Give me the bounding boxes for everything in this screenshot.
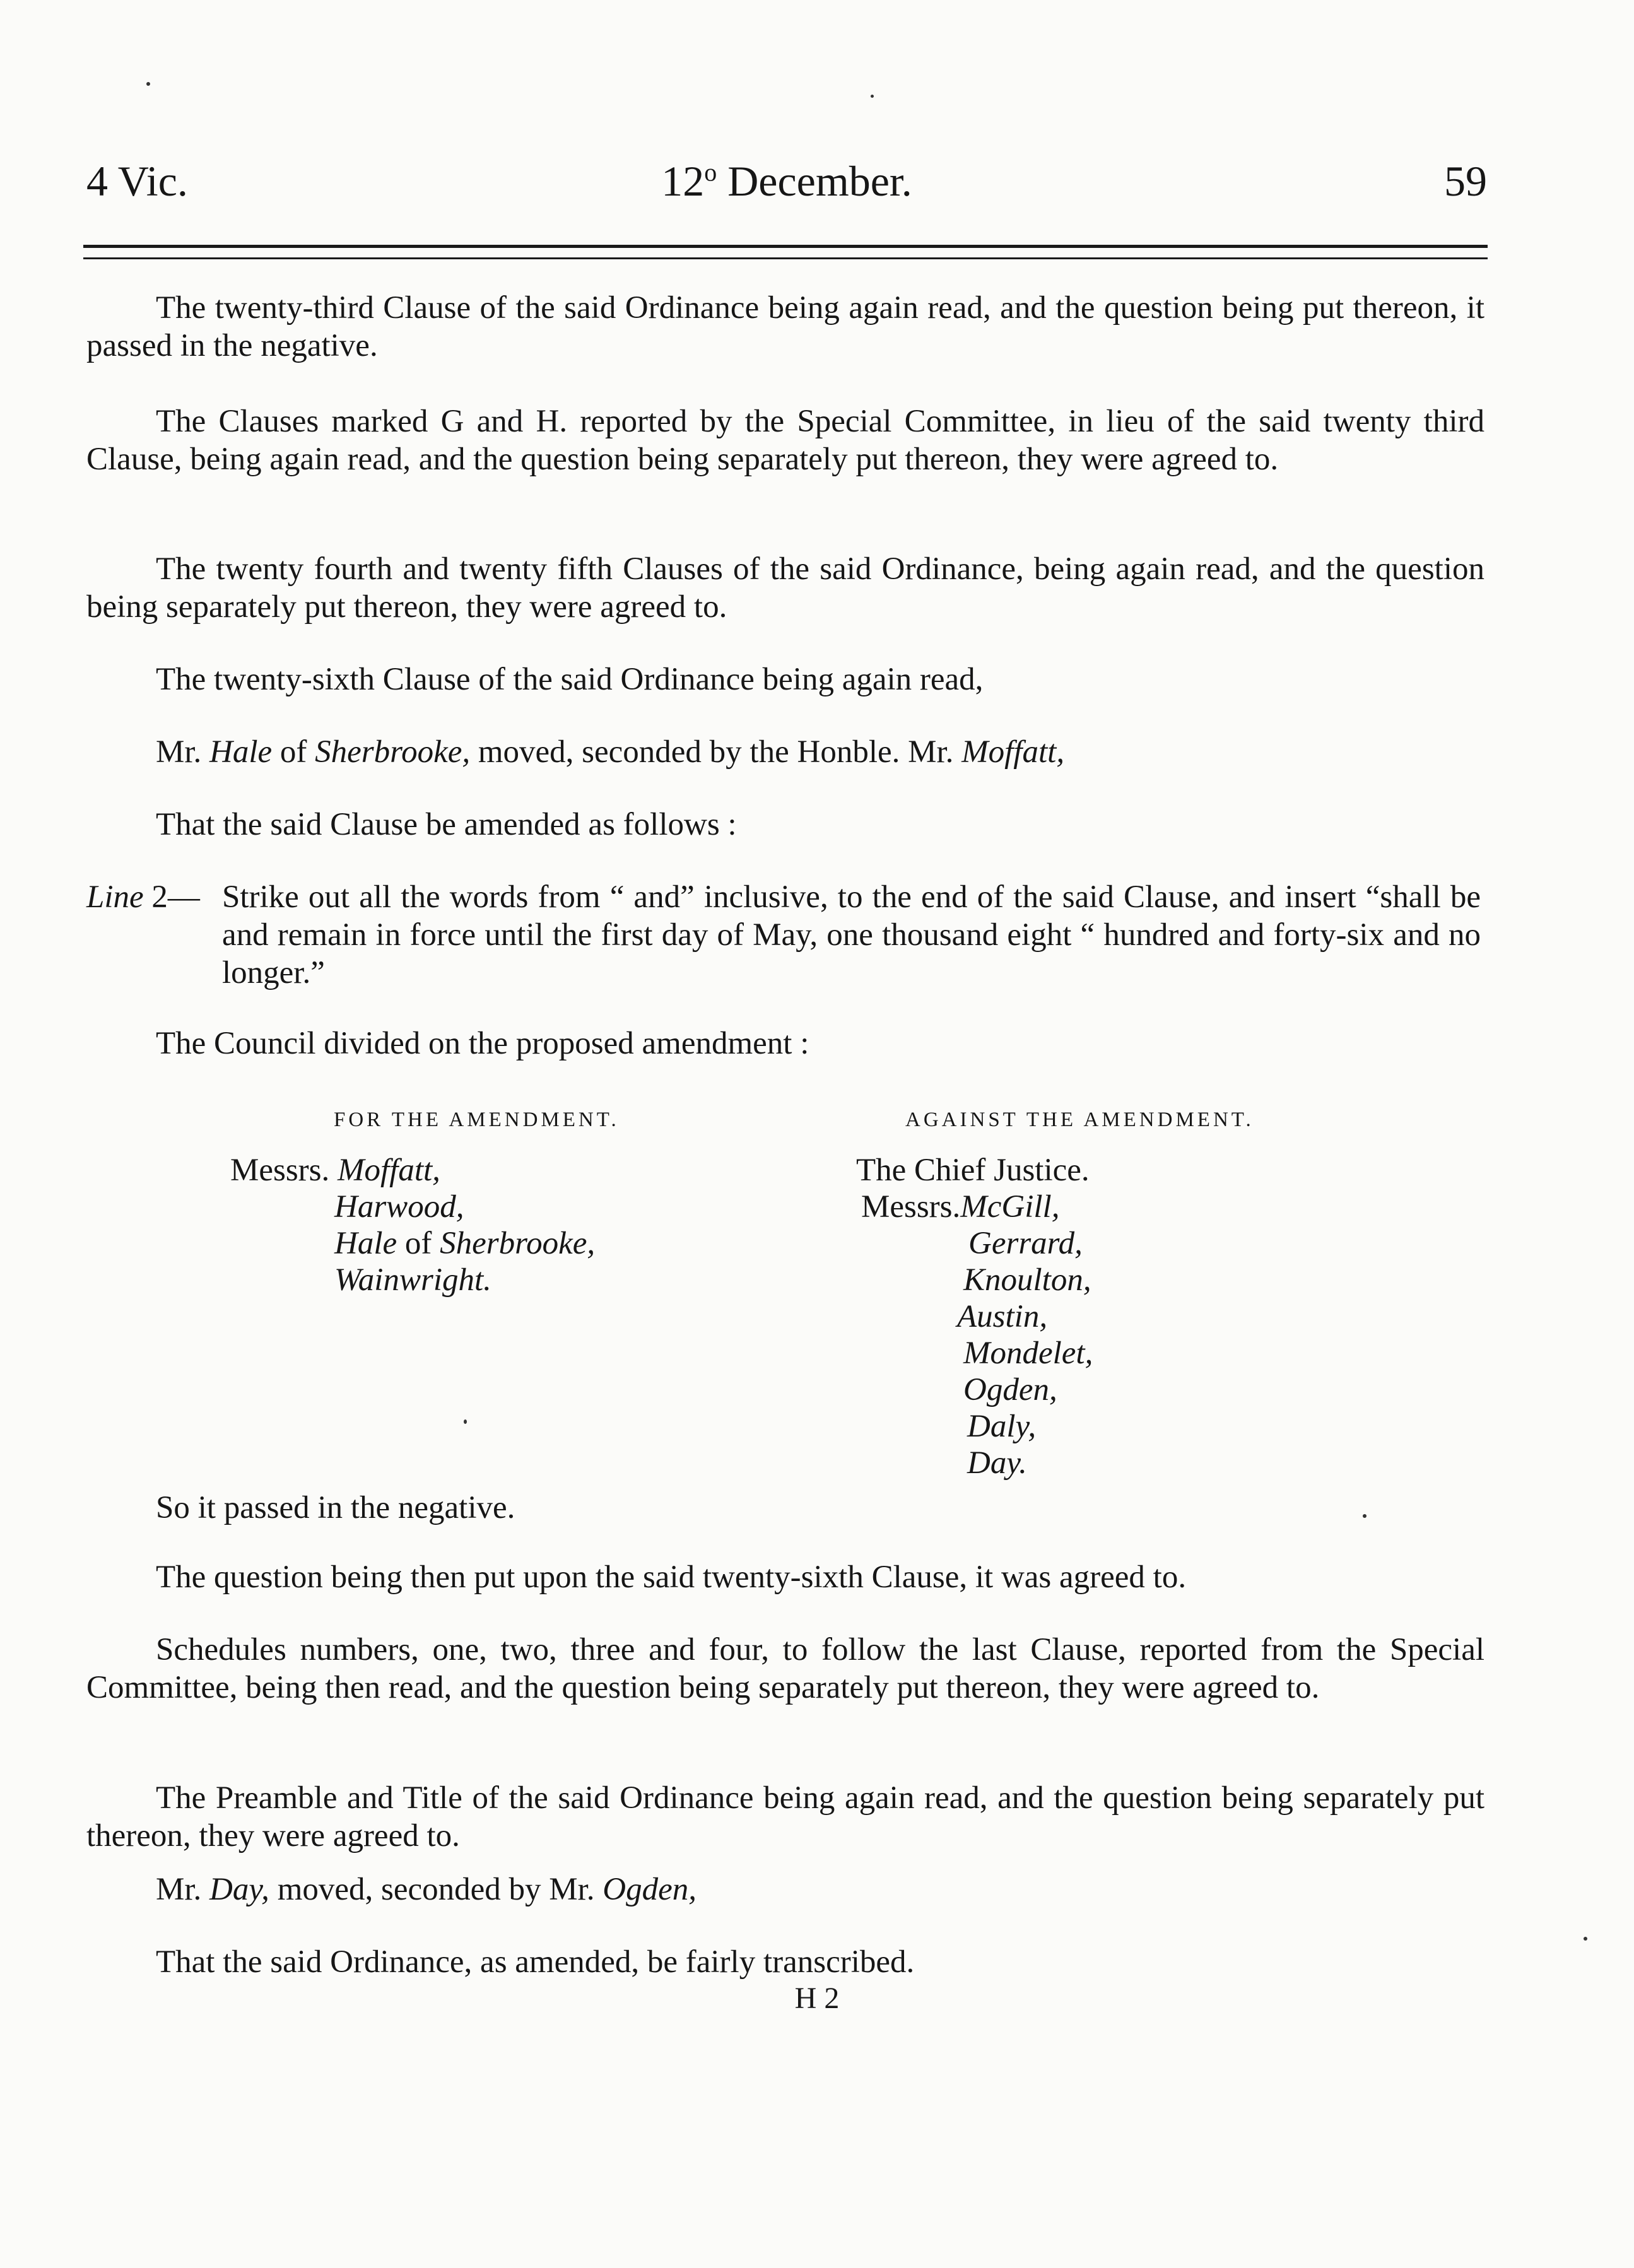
- amendment-line-ref: [86, 878, 200, 916]
- against-vote-row-2: [856, 1189, 1093, 1225]
- transcription-motion: That the said Ordinance, as amended, be fairly transcribed.: [156, 1944, 915, 1980]
- against-vote-row-7: [856, 1372, 1093, 1408]
- page-number: 59: [1444, 157, 1487, 205]
- amendment-line-number: 2—: [151, 879, 200, 915]
- motion-of: of: [279, 734, 307, 770]
- motion-day-mover: Day,: [209, 1872, 269, 1907]
- for-vote-row-2: [230, 1189, 595, 1225]
- amendment-intro: That the said Clause be amended as follows :: [156, 807, 737, 842]
- for-name-hale: Hale: [334, 1226, 397, 1261]
- against-name-ogden: Ogden,: [963, 1372, 1057, 1407]
- paragraph-twenty-third-clause: The twenty-third Clause of the said Ordinance being again read, and the question being put thereon, it passed in the negative.: [86, 290, 1484, 363]
- mover-place: Sherbrooke,: [315, 734, 471, 770]
- paragraph-schedules: Schedules numbers, one, two, three and four, to follow the last Clause, reported from the Special Committee, being then read, and the question being separately put thereon, they were agreed to.: [86, 1632, 1484, 1705]
- against-name-day: Day.: [967, 1445, 1027, 1481]
- against-vote-row-6: [856, 1335, 1093, 1372]
- against-name-daly: Daly,: [967, 1409, 1037, 1444]
- scan-speck: [871, 95, 874, 98]
- for-messrs: Messrs.: [230, 1153, 330, 1188]
- paragraph-twenty-sixth-agreed: The question being then put upon the said twenty-sixth Clause, it was agreed to.: [156, 1560, 1187, 1595]
- against-name-mondelet: Mondelet,: [963, 1336, 1093, 1371]
- against-vote-row-9: [856, 1445, 1093, 1481]
- for-name-wainwright: Wainwright.: [334, 1262, 491, 1298]
- header-rule-thick: [83, 245, 1488, 248]
- scan-speck: [464, 1419, 467, 1424]
- for-name-harwood: Harwood,: [334, 1189, 464, 1225]
- paragraph-clauses-g-h: The Clauses marked G and H. reported by the Special Committee, in lieu of the said twenty third Clause, being again read, and the question being separately put thereon, they were agreed to.: [86, 404, 1484, 477]
- scan-speck: [146, 82, 150, 86]
- date-day: 12: [661, 157, 705, 205]
- against-name-gerrard: Gerrard,: [968, 1226, 1083, 1261]
- against-vote-row-3: [856, 1225, 1093, 1262]
- for-hale-place: Sherbrooke,: [440, 1226, 596, 1261]
- negative-result: So it passed in the negative.: [156, 1490, 515, 1525]
- for-vote-row-4: [230, 1262, 595, 1298]
- motion-day-seconder: Ogden,: [602, 1872, 697, 1907]
- motion-seconded: moved, seconded by the Honble. Mr.: [478, 734, 954, 770]
- against-amendment-heading: AGAINST THE AMENDMENT.: [905, 1108, 1254, 1131]
- motion-day-seconded: moved, seconded by Mr.: [277, 1872, 595, 1907]
- motion-day: [156, 1871, 697, 1908]
- motion-hale: [156, 733, 1064, 771]
- mover-name: Hale: [209, 734, 273, 770]
- paragraph-twenty-sixth: The twenty-sixth Clause of the said Ordinance being again read,: [156, 662, 984, 697]
- motion-mr: Mr.: [156, 734, 202, 770]
- running-header: [86, 156, 1487, 213]
- paragraph-preamble-title: The Preamble and Title of the said Ordinance being again read, and the question being separately put thereon, they were agreed to.: [86, 1780, 1484, 1854]
- header-rule-thin: [83, 257, 1488, 259]
- for-vote-row-3: [230, 1225, 595, 1262]
- scan-speck: [1363, 1514, 1367, 1518]
- header-date: [86, 156, 1487, 206]
- seconder-name: Moffatt,: [961, 734, 1065, 770]
- against-name-knoulton: Knoulton,: [963, 1262, 1091, 1298]
- date-month: December.: [727, 157, 912, 205]
- against-name-austin: Austin,: [957, 1299, 1048, 1334]
- against-name-mcgill: McGill,: [960, 1189, 1060, 1225]
- against-vote-row-4: [856, 1262, 1093, 1298]
- division-intro: The Council divided on the proposed amendment :: [156, 1026, 809, 1061]
- against-chief-justice: The Chief Justice.: [856, 1153, 1090, 1188]
- session-label: 4 Vic.: [86, 157, 188, 205]
- motion-day-mr: Mr.: [156, 1872, 202, 1907]
- paragraph-twenty-fourth-fifth: The twenty fourth and twenty fifth Clauses of the said Ordinance, being again read, and the question being separately put thereon, they were agreed to.: [86, 551, 1484, 625]
- for-vote-row-1: [230, 1152, 595, 1189]
- amendment-line-word: Line: [86, 879, 144, 915]
- for-hale-of: of: [404, 1226, 432, 1261]
- for-amendment-heading: FOR THE AMENDMENT.: [334, 1108, 620, 1131]
- against-vote-row-5: [856, 1298, 1093, 1335]
- against-votes: [856, 1152, 1093, 1481]
- amendment-instruction: Strike out all the words from “ and” inclusive, to the end of the said Clause, and insert “shall be and remain in force until the first day of May, one thousand eight “ hundred and forty-six and no longer.”: [222, 879, 1481, 990]
- scan-speck: [1584, 1937, 1587, 1941]
- for-votes: [230, 1152, 595, 1298]
- for-name-moffatt: Moffatt,: [338, 1153, 440, 1188]
- against-messrs: Messrs.: [861, 1189, 961, 1225]
- date-superscript: o: [704, 158, 717, 187]
- signature-mark: H 2: [794, 1982, 840, 2015]
- against-vote-row-8: [856, 1408, 1093, 1445]
